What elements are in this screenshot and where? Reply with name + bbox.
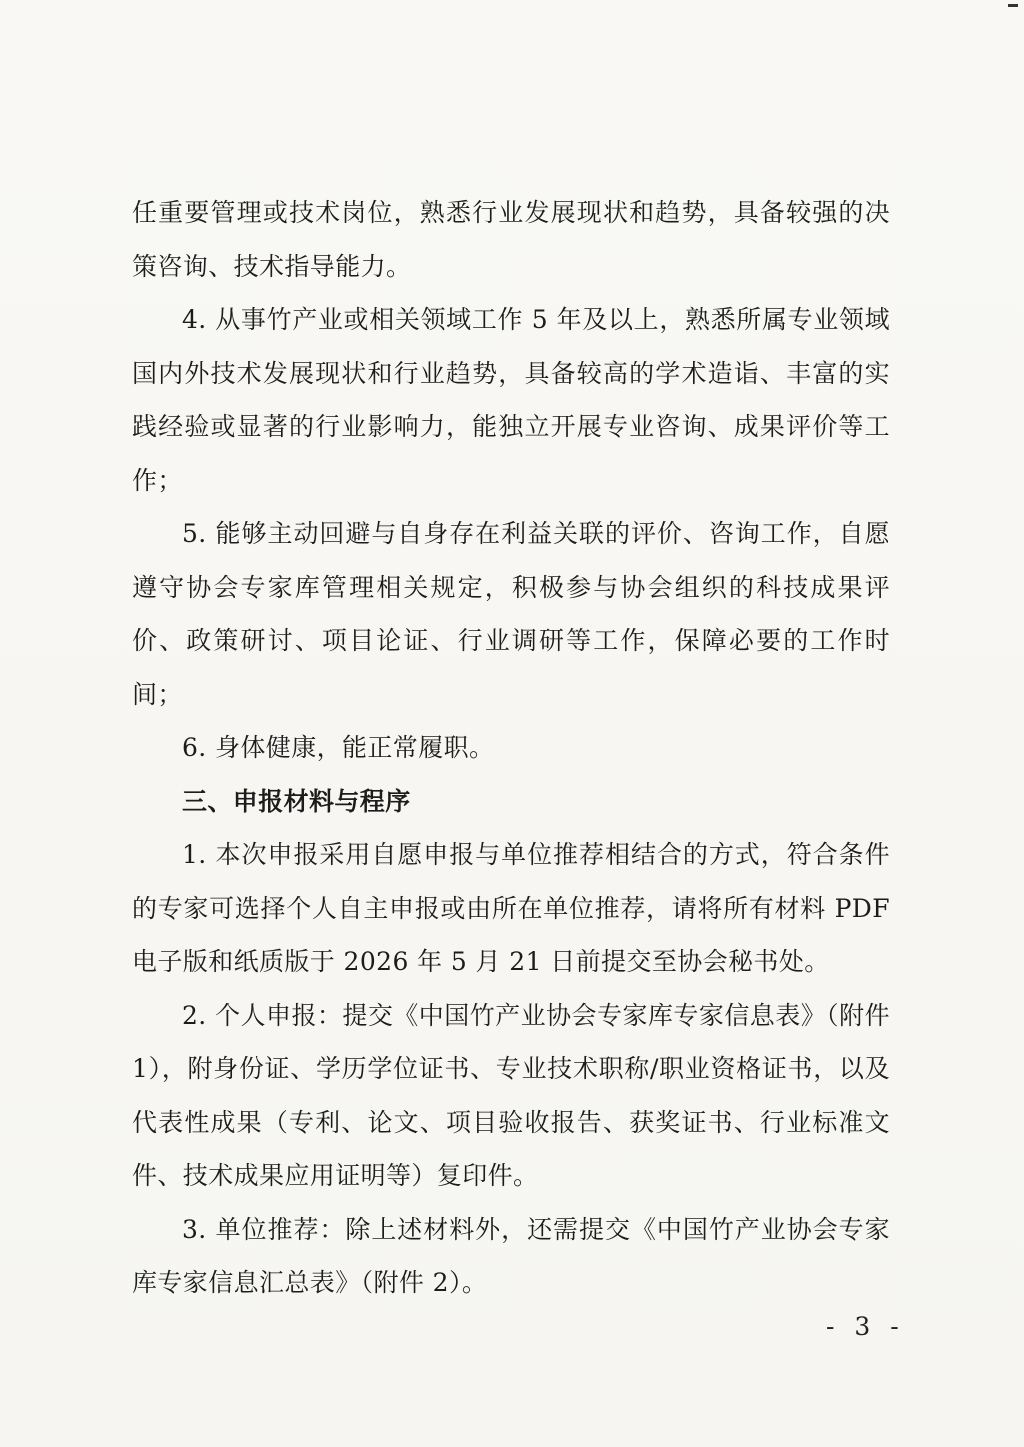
paragraph-item-6: 6. 身体健康，能正常履职。 — [182, 733, 495, 762]
paragraph-item-5: 5. 能够主动回避与自身存在利益关联的评价、咨询工作，自愿遵守协会专家库管理相关规定，积极参与协会组织的科技成果评价、政策研讨、项目论证、行业调研等工作，保障必要的工作时间； — [132, 519, 890, 709]
page-number: - 3 - — [826, 1312, 905, 1341]
paragraph-procedure-1: 1. 本次申报采用自愿申报与单位推荐相结合的方式，符合条件的专家可选择个人自主申报或由所在单位推荐，请将所有材料 PDF 电子版和纸质版于 2026 年 5 月 21 日前提交至协会秘书处。 — [132, 840, 890, 976]
corner-mark — [1008, 4, 1018, 7]
paragraph-continuation: 任重要管理或技术岗位，熟悉行业发展现状和趋势，具备较强的决策咨询、技术指导能力。 — [132, 198, 890, 281]
paragraph-procedure-3: 3. 单位推荐：除上述材料外，还需提交《中国竹产业协会专家库专家信息汇总表》（附件 2）。 — [132, 1214, 890, 1297]
paragraph-item-4: 4. 从事竹产业或相关领域工作 5 年及以上，熟悉所属专业领域国内外技术发展现状和行业趋势，具备较高的学术造诣、丰富的实践经验或显著的行业影响力，能独立开展专业咨询、成果评价等工作； — [132, 305, 890, 495]
section-heading: 三、申报材料与程序 — [182, 786, 411, 816]
paragraph-procedure-2: 2. 个人申报：提交《中国竹产业协会专家库专家信息表》（附件 1），附身份证、学历学位证书、专业技术职称/职业资格证书，以及代表性成果（专利、论文、项目验收报告、获奖证书、行业标准文件、技术成果应用证明等）复印件。 — [132, 1000, 890, 1190]
document-body — [132, 186, 890, 1310]
